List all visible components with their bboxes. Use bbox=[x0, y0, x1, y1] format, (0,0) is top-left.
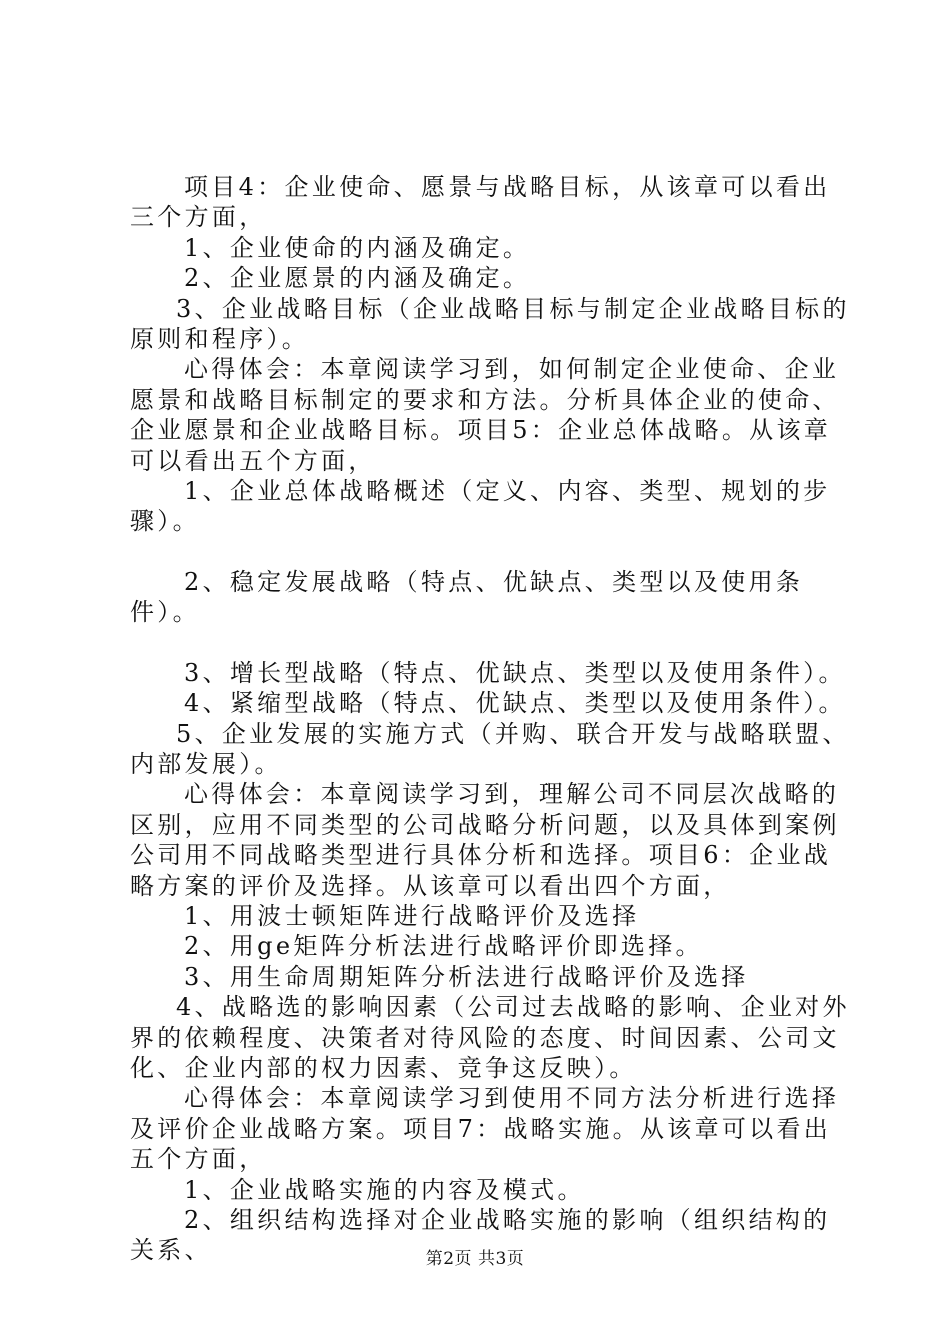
list-item: 5、企业发展的实施方式（并购、联合开发与战略联盟、内部发展）。 bbox=[130, 719, 850, 778]
list-item: 1、用波士顿矩阵进行战略评价及选择 bbox=[184, 901, 640, 930]
list-item: 3、用生命周期矩阵分析法进行战略评价及选择 bbox=[184, 962, 749, 991]
list-item: 2、企业愿景的内涵及确定。 bbox=[184, 264, 531, 293]
list-item: 2、用ge矩阵分析法进行战略评价即选择。 bbox=[184, 932, 703, 961]
paragraph-reflection: 心得体会：本章阅读学习到，理解公司不同层次战略的区别，应用不同类型的公司战略分析问题，以及具体到案例公司用不同战略类型进行具体分析和选择。项目6：企业战略方案的评价及选择。从该章可以看出四个方面， bbox=[130, 780, 840, 900]
paragraph-reflection: 心得体会：本章阅读学习到使用不同方法分析进行选择及评价企业战略方案。项目7：战略实施。从该章可以看出五个方面， bbox=[130, 1084, 840, 1174]
list-item: 3、增长型战略（特点、优缺点、类型以及使用条件）。 bbox=[184, 658, 846, 687]
list-item: 1、企业战略实施的内容及模式。 bbox=[184, 1175, 585, 1204]
list-item: 2、组织结构选择对企业战略实施的影响（组织结构的关系、 bbox=[130, 1206, 831, 1265]
paragraph-project-4: 项目4：企业使命、愿景与战略目标，从该章可以看出三个方面， bbox=[130, 173, 831, 232]
list-item: 1、企业使命的内涵及确定。 bbox=[184, 233, 531, 262]
list-item: 3、企业战略目标（企业战略目标与制定企业战略目标的原则和程序）。 bbox=[130, 294, 850, 354]
paragraph-reflection: 心得体会：本章阅读学习到，如何制定企业使命、企业愿景和战略目标制定的要求和方法。分析具体企业的使命、企业愿景和企业战略目标。项目5：企业总体战略。从该章可以看出五个方面， bbox=[130, 355, 840, 475]
document-body bbox=[130, 172, 850, 1266]
list-item: 4、战略选的影响因素（公司过去战略的影响、企业对外界的依赖程度、决策者对待风险的态度、时间因素、公司文化、企业内部的权力因素、竞争这反映）。 bbox=[130, 993, 850, 1082]
list-item: 1、企业总体战略概述（定义、内容、类型、规划的步骤）。 bbox=[130, 477, 831, 536]
list-item: 2、稳定发展战略（特点、优缺点、类型以及使用条件）。 bbox=[130, 567, 804, 627]
list-item: 4、紧缩型战略（特点、优缺点、类型以及使用条件）。 bbox=[184, 689, 846, 718]
page-number-footer: 第2页 共3页 bbox=[425, 1249, 525, 1269]
